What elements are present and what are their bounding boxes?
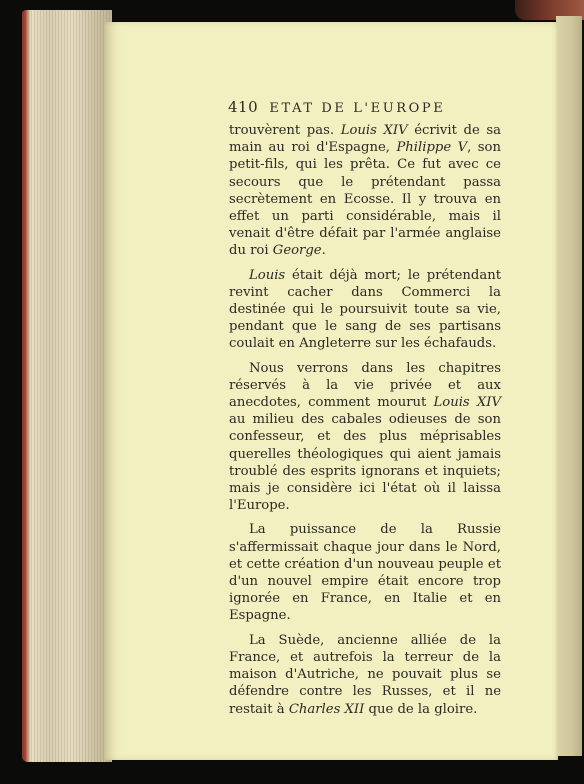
running-head bbox=[228, 98, 528, 122]
paragraph bbox=[229, 122, 501, 260]
text-run: écrivit de sa main au roi d'Espagne, bbox=[229, 123, 501, 156]
facing-page-edge bbox=[556, 16, 582, 756]
paragraph bbox=[229, 632, 501, 718]
text-run: au milieu des cabales odieuses de son confesseur, et des plus méprisables querelles théologiques qui aient jamais troublé des esprits ignorans et inquiets; mais je considère ici l'état où il laissa l'Europe. bbox=[229, 412, 501, 514]
text-run: . bbox=[321, 243, 326, 259]
italic-text: Louis bbox=[249, 267, 286, 283]
paragraph bbox=[229, 521, 501, 624]
book-page-edges bbox=[22, 10, 112, 762]
italic-text: Louis XIV bbox=[340, 123, 408, 138]
text-run: était déjà mort; le prétendant revint cacher dans Commerci la destinée qui le poursuivit toute sa vie, pendant que le sang de ses partisans coulait en Angleterre sur les échafauds. bbox=[229, 267, 501, 352]
italic-text: Charles XII bbox=[288, 701, 365, 717]
text-run: , son petit-fils, qui les prêta. Ce fut avec ce secours que le prétendant passa secrètement en Ecosse. Il y trouva en effet un parti considérable, mais il venait d'être défait par l'armée anglaise du roi bbox=[229, 140, 501, 259]
body-text bbox=[229, 122, 501, 718]
page-number: 410 bbox=[228, 98, 259, 116]
italic-text: Philippe V bbox=[396, 140, 468, 156]
italic-text: Louis XIV bbox=[433, 395, 501, 411]
paragraph bbox=[229, 267, 501, 353]
text-run: que de la gloire. bbox=[364, 701, 478, 717]
italic-text: George bbox=[272, 243, 322, 259]
text-run: Nous verrons dans les chapitres réservés à la vie privée et aux anecdotes, comment mourut bbox=[229, 360, 501, 411]
running-title: ETAT DE L'EUROPE bbox=[269, 101, 446, 116]
paragraph bbox=[229, 360, 501, 515]
text-run: La puissance de la Russie s'affermissait chaque jour dans le Nord, et cette création d'un nouveau peuple et d'un nouvel empire était encore trop ignorée en France, en Italie et en Espagne. bbox=[229, 522, 501, 624]
text-run: La Suède, ancienne alliée de la France, et autrefois la terreur de la maison d'Autriche, ne pouvait plus se défendre contre les Russes, et il ne restait à bbox=[229, 632, 501, 717]
text-run: trouvèrent pas. bbox=[229, 123, 341, 138]
